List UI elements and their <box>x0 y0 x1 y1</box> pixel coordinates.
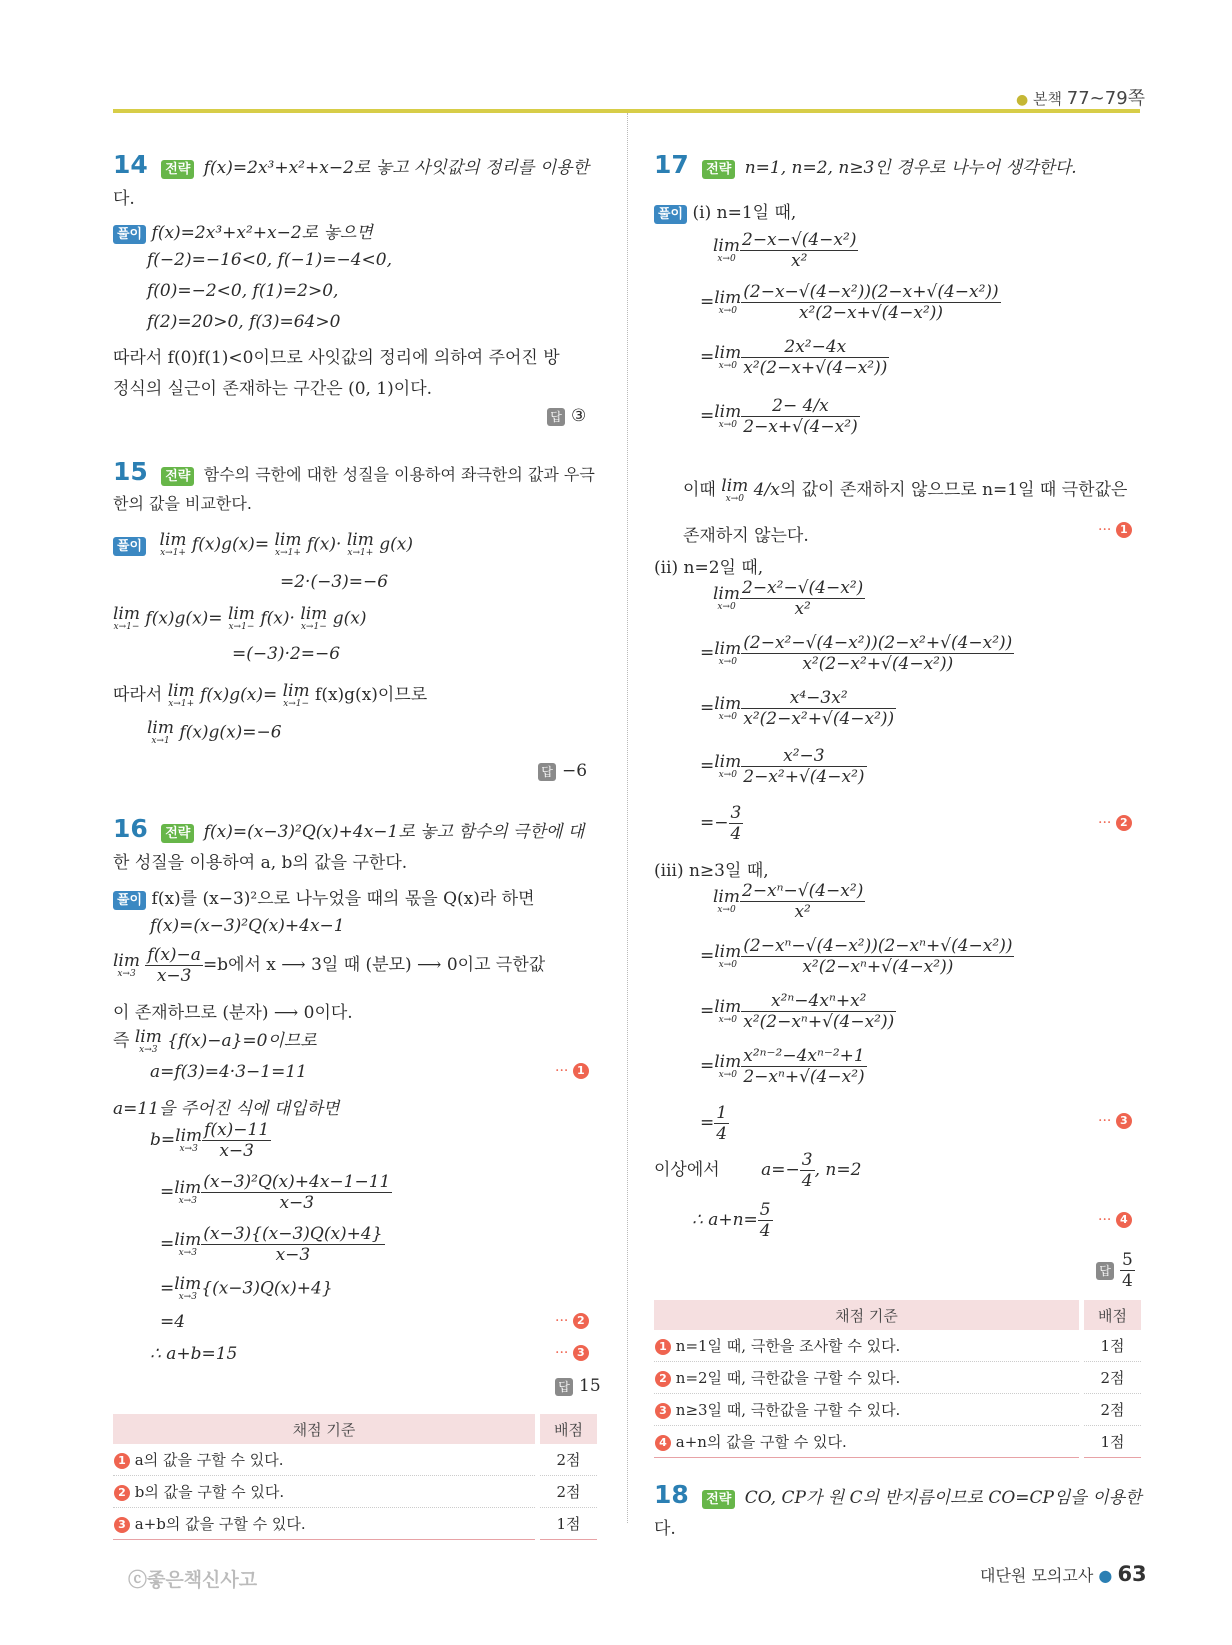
answer-value: ③ <box>571 406 587 426</box>
solution-line: =lim x→0 $\frac{\text{x²ⁿ⁻²−4xⁿ⁻²+1}}{\text{2−xⁿ+√(4−x²)}}$ <box>700 1046 865 1087</box>
solution-line: =lim x→0 $\frac{\text{(2−x−√(4−x²))(2−x+√(4−x²))}}{\text{x²(2−x+√(4−x²))}}$ <box>700 282 999 323</box>
column-divider <box>627 113 628 1523</box>
answer-value: $\frac{5}{4}$ <box>1122 1250 1133 1291</box>
problem-15-header <box>113 457 595 486</box>
step-3-icon: 3 <box>114 1517 130 1533</box>
step-marker: ··· 3 <box>1098 1113 1132 1129</box>
solution-tag: 풀이 <box>113 537 146 556</box>
step-1-icon: 1 <box>655 1339 671 1355</box>
table-row: 1 a의 값을 구할 수 있다. 2점 <box>113 1444 597 1476</box>
solution-line: ∴ a+b=15 <box>150 1344 238 1364</box>
solution-line: =lim x→3 $\frac{(x-3)\{(x-3)Q(x)+4\}}{x-3}$ <box>160 1224 383 1265</box>
lim-symbol: lim x→1+ <box>159 530 187 558</box>
answer-label: 답 <box>547 408 565 426</box>
lim-symbol: lim x→1+ <box>274 530 302 558</box>
solution-tag: 풀이 <box>654 205 687 224</box>
solution-line: =lim x→3 $\frac{\text{(x−3)²Q(x)+4x−1−11}}{x-3}$ <box>160 1172 391 1213</box>
lim-symbol: lim x→1− <box>227 604 255 632</box>
solution-line: 따라서 f(0)f(1)<0이므로 사잇값의 정리에 의하여 주어진 방 <box>113 348 560 368</box>
problem-number: 14 <box>113 150 148 179</box>
step-2-icon: 2 <box>573 1313 589 1329</box>
problem-14-header <box>113 150 589 179</box>
solution-line: (ⅱ) n=2일 때, <box>654 558 764 578</box>
lim-symbol: lim x→1− <box>113 604 140 632</box>
solution-line: f(2)=20>0, f(3)=64>0 <box>147 312 341 332</box>
lim-symbol: lim x→3 <box>175 1125 203 1154</box>
strategy-tag: 전략 <box>702 1490 735 1509</box>
step-1-icon: 1 <box>573 1063 589 1079</box>
solution-line: f(0)=−2<0, f(1)=2>0, <box>147 281 339 301</box>
fraction: $\frac{f(x)-a}{x-3}$ <box>147 945 201 986</box>
solution-line: 풀이 f(x)를 (x−3)²으로 나누었을 때의 몫을 Q(x)라 하면 <box>113 884 535 910</box>
lim-symbol: lim x→3 <box>174 1229 202 1258</box>
table-row: 3 n≥3일 때, 극한값을 구할 수 있다. 2점 <box>654 1394 1141 1426</box>
problem-18-header <box>654 1480 1142 1509</box>
copyright: ⓒ좋은책신사고 <box>128 1569 258 1591</box>
step-marker: ··· 1 <box>1098 522 1132 538</box>
problem-number: 16 <box>113 814 148 843</box>
solution-line: 풀이 lim x→1+ f(x)g(x)= lim x→1+ f(x)· lim x→1+ g(x) <box>113 532 413 558</box>
solution-line: f(−2)=−16<0, f(−1)=−4<0, <box>147 250 392 270</box>
bullet-icon: ● <box>1016 92 1029 108</box>
solution-line: =lim x→0 $\frac{\text{2x²−4x}}{\text{x²(2−x+√(4−x²))}}$ <box>700 337 888 378</box>
solution-line: 이때 lim x→0 4/x의 값이 존재하지 않으므로 n=1일 때 극한값은 <box>683 475 1128 504</box>
solution-line: lim x→3 $\frac{f(x)-a}{x-3}$ =b에서 x ⟶ 3일 때 (분모) ⟶ 0이고 극한값 <box>113 945 546 986</box>
fraction: $\frac{f(x)-11}{x-3}$ <box>204 1120 270 1161</box>
solution-line: 존재하지 않는다. <box>683 526 809 546</box>
answer-value: 15 <box>579 1376 601 1396</box>
lim-symbol: lim x→3 <box>134 1026 162 1055</box>
answer <box>555 1376 601 1396</box>
table-row: 3 a+b의 값을 구할 수 있다. 1점 <box>113 1508 597 1540</box>
table-header: 배점 <box>1082 1300 1142 1330</box>
solution-line <box>113 218 373 244</box>
solution-line: f(x)=(x−3)²Q(x)+4x−1 <box>150 916 345 936</box>
solution-line: lim x→0 $\frac{\text{2−xⁿ−√(4−x²)}}{\text{x²}}$ <box>713 881 864 922</box>
solution-line: =lim x→0 $\frac{2- 4/x}{\text{2−x+√(4−x²)}}$ <box>700 396 858 437</box>
solution-line: 풀이 (ⅰ) n=1일 때, <box>654 198 796 224</box>
answer-label: 답 <box>1096 1262 1114 1280</box>
table-row: 2 b의 값을 구할 수 있다. 2점 <box>113 1476 597 1508</box>
solution-line: lim x→1− f(x)g(x)= lim x→1− f(x)· lim x→1− g(x) <box>113 604 367 632</box>
solution-line: =lim x→0 $\frac{\text{x²ⁿ−4xⁿ+x²}}{\text{x²(2−xⁿ+√(4−x²))}}$ <box>700 991 895 1032</box>
step-4-icon: 4 <box>1116 1212 1132 1228</box>
scoring-table <box>654 1300 1141 1458</box>
solution-line: (ⅲ) n≥3일 때, <box>654 861 769 881</box>
solution-line: 따라서 lim x→1+ f(x)g(x)= lim x→1− f(x)g(x)이므로 <box>113 680 428 709</box>
solution-line: =lim x→0 $\frac{\text{(2−xⁿ−√(4−x²))(2−xⁿ+√(4−x²))}}{\text{x²(2−xⁿ+√(4−x²))}}$ <box>700 936 1013 977</box>
answer-label: 답 <box>538 763 556 781</box>
answer <box>1096 1250 1135 1291</box>
page-number: 63 <box>1117 1562 1147 1586</box>
step-marker: ··· 2 <box>555 1313 589 1329</box>
solution-line: 이상에서 a=− $\frac{3}{4}$ , n=2 <box>654 1150 862 1191</box>
strategy-text-cont: 한의 값을 비교한다. <box>113 494 252 513</box>
solution-line: b=lim x→3 $\frac{f(x)-11}{x-3}$ <box>150 1120 270 1161</box>
solution-line: lim x→0 $\frac{\text{2−x−√(4−x²)}}{\text{x²}}$ <box>713 230 857 271</box>
solution-line: =− $\frac{3}{4}$ <box>700 803 742 844</box>
problem-number: 15 <box>113 457 148 486</box>
strategy-text-cont: 다. <box>654 1519 676 1539</box>
solution-line: =(−3)·2=−6 <box>232 644 341 664</box>
lim-symbol: lim x→1+ <box>346 530 374 558</box>
strategy-text: f(x)=2x³+x²+x−2로 놓고 사잇값의 정리를 이용한 <box>203 158 589 178</box>
step-2-icon: 2 <box>1116 815 1132 831</box>
problem-16-header <box>113 814 584 843</box>
bullet-icon: ● <box>1098 1566 1113 1585</box>
solution-line: =lim x→0 $\frac{\text{x²−3}}{\text{2−x²+√(4−x²)}}$ <box>700 746 865 787</box>
table-header: 채점 기준 <box>113 1414 538 1444</box>
strategy-text: n=1, n=2, n≥3인 경우로 나누어 생각한다. <box>744 158 1077 178</box>
answer-value: −6 <box>562 761 588 781</box>
solution-line: lim x→1 f(x)g(x)=−6 <box>147 718 282 746</box>
lim-symbol: lim x→3 <box>113 950 140 979</box>
solution-line: a=11을 주어진 식에 대입하면 <box>113 1099 340 1119</box>
table-row: 4 a+n의 값을 구할 수 있다. 1점 <box>654 1426 1141 1458</box>
strategy-text-cont: 다. <box>113 189 135 209</box>
strategy-text-cont: 한 성질을 이용하여 a, b의 값을 구한다. <box>113 853 408 873</box>
problem-number: 17 <box>654 150 689 179</box>
page-footer: 대단원 모의고사 ● 63 <box>980 1562 1147 1586</box>
solution-line: =2·(−3)=−6 <box>280 572 389 592</box>
page-reference: ● 본책 77~79쪽 <box>1016 88 1146 109</box>
solution-line: =4 <box>160 1312 186 1332</box>
solution-line: 즉 lim x→3 {f(x)−a}=0이므로 <box>113 1026 317 1055</box>
step-2-icon: 2 <box>114 1485 130 1501</box>
step-1-icon: 1 <box>114 1453 130 1469</box>
step-marker: ··· 1 <box>555 1063 589 1079</box>
lim-symbol: lim x→1− <box>282 680 310 709</box>
step-4-icon: 4 <box>655 1435 671 1451</box>
step-marker: ··· 3 <box>555 1345 589 1361</box>
lim-symbol: lim x→1− <box>300 604 328 632</box>
table-header: 채점 기준 <box>654 1300 1082 1330</box>
solution-line: lim x→0 $\frac{\text{2−x²−√(4−x²)}}{\text{x²}}$ <box>713 578 864 619</box>
solution-line: 정식의 실근이 존재하는 구간은 (0, 1)이다. <box>113 379 433 399</box>
strategy-text: 함수의 극한에 대한 성질을 이용하여 좌극한의 값과 우극 <box>203 465 595 484</box>
fraction: $\frac{(x-3)\{(x-3)Q(x)+4\}}{x-3}$ <box>203 1224 383 1265</box>
step-marker: ··· 2 <box>1098 815 1132 831</box>
lim-symbol: lim x→3 <box>174 1177 202 1206</box>
solution-text: f(x)=2x³+x²+x−2로 놓으면 <box>151 223 373 243</box>
problem-number: 18 <box>654 1480 689 1509</box>
answer <box>547 406 586 426</box>
step-marker: ··· 4 <box>1098 1212 1132 1228</box>
solution-line: ∴ a+n= $\frac{5}{4}$ <box>692 1200 771 1241</box>
answer-label: 답 <box>555 1378 573 1396</box>
step-3-icon: 3 <box>573 1345 589 1361</box>
strategy-tag: 전략 <box>161 824 194 843</box>
solution-line: a=f(3)=4·3−1=11 <box>150 1062 307 1082</box>
solution-line: =lim x→0 $\frac{\text{(2−x²−√(4−x²))(2−x²+√(4−x²))}}{\text{x²(2−x²+√(4−x²))}}$ <box>700 633 1013 674</box>
step-3-icon: 3 <box>655 1403 671 1419</box>
lim-symbol: lim x→3 <box>174 1274 202 1302</box>
strategy-tag: 전략 <box>161 467 194 486</box>
table-row: 1 n=1일 때, 극한을 조사할 수 있다. 1점 <box>654 1330 1141 1362</box>
scoring-table <box>113 1414 597 1540</box>
step-3-icon: 3 <box>1116 1113 1132 1129</box>
strategy-tag: 전략 <box>161 160 194 179</box>
lim-symbol: lim x→1+ <box>167 680 195 709</box>
strategy-text: CO, CP가 원 C의 반지름이므로 CO=CP임을 이용한 <box>744 1488 1142 1508</box>
table-row: 2 n=2일 때, 극한값을 구할 수 있다. 2점 <box>654 1362 1141 1394</box>
problem-17-header <box>654 150 1077 179</box>
step-1-icon: 1 <box>1116 522 1132 538</box>
lim-symbol: lim x→1 <box>147 718 174 746</box>
solution-line: 이 존재하므로 (분자) ⟶ 0이다. <box>113 1003 353 1023</box>
solution-line: = $\frac{1}{4}$ <box>700 1103 728 1144</box>
answer <box>538 761 587 781</box>
fraction: $\frac{\text{(x−3)²Q(x)+4x−1−11}}{x-3}$ <box>203 1172 391 1213</box>
solution-line: =lim x→3 {(x−3)Q(x)+4} <box>160 1274 333 1302</box>
solution-tag: 풀이 <box>113 225 146 244</box>
strategy-text: f(x)=(x−3)²Q(x)+4x−1로 놓고 함수의 극한에 대 <box>203 822 585 842</box>
step-2-icon: 2 <box>655 1371 671 1387</box>
table-header: 배점 <box>538 1414 598 1444</box>
strategy-tag: 전략 <box>702 160 735 179</box>
solution-tag: 풀이 <box>113 891 146 910</box>
solution-line: =lim x→0 $\frac{\text{x⁴−3x²}}{\text{x²(2−x²+√(4−x²))}}$ <box>700 688 895 729</box>
